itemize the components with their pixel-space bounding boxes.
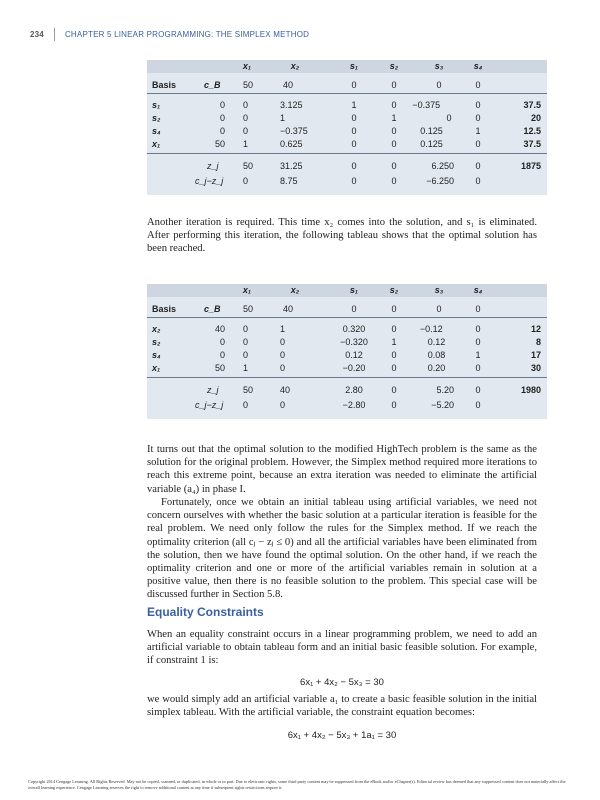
tableau-cell: −0.12 (419, 324, 443, 334)
tableau-cell: −0.375 (412, 100, 441, 110)
paragraph-add-artificial: we would simply add an artificial variable a₁ to create a basic feasible solution in the initial simplex tableau. With the artificial variable, the constraint equation becomes: (147, 694, 537, 719)
tableau-cell: 0.12 (427, 337, 446, 347)
tableau-cell: 0 (351, 126, 357, 136)
paragraph-optimal-solution: It turns out that the optimal solution to the modified HighTech problem is the same as the solution for the original problem. However, the Simplex method required more iterations to reach this extreme point, because an extra iteration was needed to eliminate the artificial variable (a₄) in phase I. (147, 444, 537, 495)
tableau-rule-top (147, 317, 547, 318)
tableau-cell: −0.320 (340, 337, 368, 347)
tableau-cell: 1 (243, 363, 249, 373)
rhs-value: 12 (530, 324, 541, 334)
cb-value: 0 (219, 100, 225, 110)
basis-variable: s₂ (152, 113, 161, 123)
cost-row-value: 0 (391, 304, 397, 314)
running-header (30, 27, 309, 41)
basis-variable: x₂ (152, 324, 161, 334)
zj-value: 6.250 (431, 161, 454, 171)
tableau-cell: 1 (243, 139, 249, 149)
rhs-value: 17 (530, 350, 541, 360)
cost-row-value: 40 (283, 304, 294, 314)
basis-label: Basis (152, 304, 177, 314)
basis-label: Basis (152, 80, 177, 90)
cj-zj-value: −2.80 (342, 400, 366, 410)
cb-value: 50 (214, 363, 225, 373)
paragraph-equality-constraint: When an equality constraint occurs in a linear programming problem, we need to add an artificial variable to obtain tableau form and an initial basic feasible solution. For example, if constraint 1 is: (147, 629, 537, 667)
column-header-5: s₄ (473, 285, 483, 295)
tableau-cell: 0.320 (342, 324, 366, 334)
basis-variable: x₁ (152, 139, 161, 149)
cj-zj-value: −6.250 (426, 176, 454, 186)
cj-zj-label: c_j−z_j (195, 176, 224, 186)
column-header-2: s₁ (349, 285, 359, 295)
column-header-4: s₃ (434, 61, 444, 71)
tableau-cell: 0 (446, 113, 452, 123)
simplex-tableau-1 (147, 60, 547, 195)
zj-value: 50 (243, 385, 254, 395)
tableau-cell: 0 (243, 350, 249, 360)
objective-value: 1980 (520, 385, 541, 395)
zj-value: 0 (391, 385, 397, 395)
simplex-tableau-2 (147, 284, 547, 419)
tableau-cell: 0 (391, 350, 397, 360)
tableau-header-band (147, 284, 547, 297)
paragraph-another-iteration: Another iteration is required. This time x₂ comes into the solution, and s₁ is eliminated. After performing this iteration, the following tableau shows that the optimal solution has been reached. (147, 217, 537, 255)
tableau-cell: 0.08 (427, 350, 446, 360)
zj-value: 2.80 (345, 385, 363, 395)
tableau-cell: 0 (280, 350, 286, 360)
zj-value: 5.20 (436, 385, 454, 395)
tableau-cell: 0 (391, 139, 397, 149)
header-divider (54, 28, 55, 41)
tableau-rule-top (147, 93, 547, 94)
basis-variable: s₄ (152, 350, 161, 360)
copyright-footer: Copyright 2014 Cengage Learning. All Rights Reserved. May not be copied, scanned, or duplicated, in whole or in part. Due to electronic rights, some third party content may be suppressed from the eBook and/or eChapter(s). Editorial review has deemed that any suppressed content does not materially affect the overall learning experience. Cengage Learning reserves the right to remove additional content at any time if subsequent rights restrictions require it. (28, 779, 566, 790)
tableau-cell: 0.12 (345, 350, 363, 360)
cost-row-value: 50 (243, 304, 254, 314)
chapter-title: CHAPTER 5 LINEAR PROGRAMMING: THE SIMPLEX METHOD (64, 29, 310, 39)
column-header-1: x₂ (290, 61, 300, 71)
cj-zj-value: 0 (391, 176, 397, 186)
tableau-cell: 0 (243, 113, 249, 123)
cost-row-value: 0 (436, 80, 442, 90)
column-header-4: s₃ (434, 285, 444, 295)
cb-label: c_B (204, 80, 221, 90)
cj-zj-value: 0 (243, 400, 249, 410)
tableau-cell: 0 (391, 324, 397, 334)
basis-variable: s₄ (152, 126, 161, 136)
cj-zj-value: 0 (280, 400, 286, 410)
cb-value: 0 (219, 113, 225, 123)
column-header-1: x₂ (290, 285, 300, 295)
basis-variable: s₁ (152, 100, 161, 110)
cb-value: 40 (214, 324, 225, 334)
cb-value: 0 (219, 126, 225, 136)
tableau-cell: 0 (280, 337, 286, 347)
column-header-0: x₁ (242, 61, 252, 71)
tableau-cell: 0 (243, 126, 249, 136)
cj-zj-value: 0 (351, 176, 357, 186)
cj-zj-value: 0 (243, 176, 249, 186)
cost-row-value: 0 (475, 304, 481, 314)
zj-value: 0 (475, 161, 481, 171)
objective-value: 1875 (520, 161, 541, 171)
column-header-2: s₁ (349, 61, 359, 71)
tableau-cell: 0.125 (420, 139, 443, 149)
tableau-cell: 0 (475, 324, 481, 334)
cb-label: c_B (204, 304, 221, 314)
rhs-value: 12.5 (523, 126, 541, 136)
cost-row-value: 0 (351, 304, 357, 314)
column-header-3: s₂ (389, 285, 399, 295)
cb-value: 0 (219, 350, 225, 360)
tableau-cell: −0.375 (280, 126, 308, 136)
tableau-cell: 1 (391, 113, 397, 123)
cost-row-value: 0 (391, 80, 397, 90)
tableau-cell: 0 (243, 100, 249, 110)
cost-row-value: 50 (243, 80, 254, 90)
tableau-cell: 1 (351, 100, 357, 110)
cj-zj-value: 0 (391, 400, 397, 410)
cj-zj-value: −5.20 (431, 400, 454, 410)
tableau-cell: 0 (475, 337, 481, 347)
tableau-cell: 0.125 (420, 126, 443, 136)
tableau-cell: 0.625 (280, 139, 303, 149)
cost-row-value: 40 (283, 80, 294, 90)
cost-row-value: 0 (436, 304, 442, 314)
tableau-cell: 0 (391, 100, 397, 110)
tableau-rule-middle (147, 377, 547, 378)
rhs-value: 8 (535, 337, 541, 347)
cost-row-value: 0 (351, 80, 357, 90)
column-header-5: s₄ (473, 61, 483, 71)
basis-variable: x₁ (152, 363, 161, 373)
rhs-value: 37.5 (523, 100, 541, 110)
zj-value: 0 (475, 385, 481, 395)
zj-value: 0 (351, 161, 357, 171)
section-heading-equality-constraints: Equality Constraints (147, 605, 264, 619)
equation-with-artificial: 6x₁ + 4x₂ − 5x₃ + 1a₁ = 30 (287, 730, 397, 741)
cj-zj-value: 0 (475, 400, 481, 410)
zj-value: 31.25 (280, 161, 303, 171)
tableau-cell: 0 (351, 113, 357, 123)
tableau-cell: 1 (391, 337, 397, 347)
cj-zj-value: 0 (475, 176, 481, 186)
cb-value: 0 (219, 337, 225, 347)
tableau-cell: 1 (280, 324, 286, 334)
tableau-cell: 0 (351, 139, 357, 149)
tableau-cell: 0 (391, 126, 397, 136)
rhs-value: 37.5 (523, 139, 541, 149)
tableau-cell: 0 (280, 363, 286, 373)
tableau-rule-middle (147, 153, 547, 154)
zj-label: z_j (207, 385, 219, 395)
tableau-cell: 0 (475, 100, 481, 110)
column-header-0: x₁ (242, 285, 252, 295)
cj-zj-label: c_j−z_j (195, 400, 224, 410)
basis-variable: s₂ (152, 337, 161, 347)
page-number: 234 (30, 29, 44, 39)
zj-value: 40 (280, 385, 291, 395)
tableau-header-band (147, 60, 547, 73)
tableau-cell: 0 (475, 139, 481, 149)
tableau-cell: 3.125 (280, 100, 303, 110)
tableau-cell: 0 (475, 363, 481, 373)
rhs-value: 20 (530, 113, 541, 123)
equation-constraint-1: 6x₁ + 4x₂ − 5x₃ = 30 (300, 677, 384, 688)
tableau-cell: 0 (391, 363, 397, 373)
tableau-cell: 0 (243, 324, 249, 334)
rhs-value: 30 (530, 363, 541, 373)
tableau-cell: 1 (475, 350, 481, 360)
tableau-cell: 0.20 (427, 363, 446, 373)
zj-value: 0 (391, 161, 397, 171)
tableau-cell: 0 (475, 113, 481, 123)
column-header-3: s₂ (389, 61, 399, 71)
tableau-cell: 1 (280, 113, 286, 123)
tableau-cell: 0 (243, 337, 249, 347)
tableau-cell: −0.20 (342, 363, 366, 373)
cj-zj-value: 8.75 (280, 176, 298, 186)
cb-value: 50 (214, 139, 225, 149)
tableau-cell: 1 (475, 126, 481, 136)
zj-value: 50 (243, 161, 254, 171)
zj-label: z_j (207, 161, 219, 171)
cost-row-value: 0 (475, 80, 481, 90)
paragraph-artificial-variables: Fortunately, once we obtain an initial tableau using artificial variables, we need not concern ourselves with whether the basic solution at a particular iteration is feasible for the real problem. We need only follow the rules for the Simplex method. If we reach the optimality criterion (all cⱼ − zⱼ ≤ 0) and all the artificial variables have been eliminated from the solution, then we have found the optimal solution. On the other hand, if we reach the optimality criterion and one or more of the artificial variables remain in solution at a positive value, then there is no feasible solution to the problem. This special case will be discussed further in Section 5.8. (147, 497, 537, 601)
